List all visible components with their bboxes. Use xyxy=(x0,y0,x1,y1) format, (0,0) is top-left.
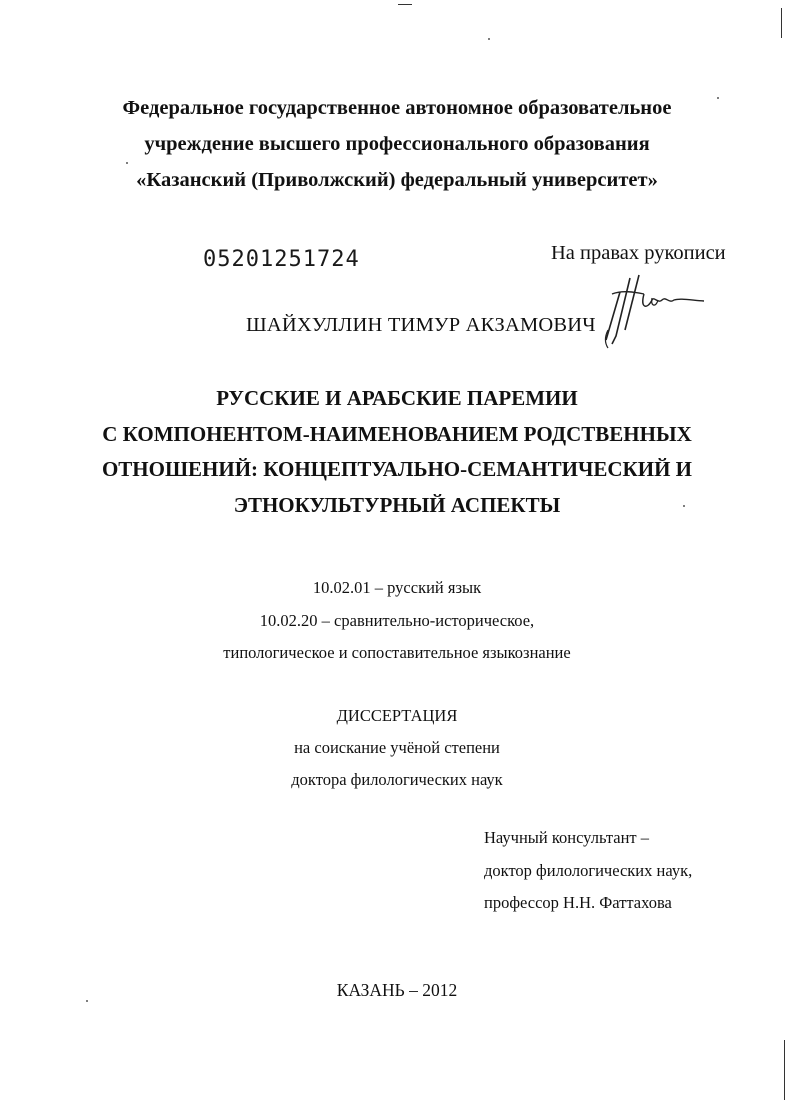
institution-header xyxy=(0,90,794,198)
title-line: С КОМПОНЕНТОМ-НАИМЕНОВАНИЕМ РОДСТВЕННЫХ xyxy=(102,421,692,446)
archive-number: 05201251724 xyxy=(203,247,360,272)
dissertation-degree: доктора филологических наук xyxy=(291,770,503,789)
advisor-line: профессор Н.Н. Фаттахова xyxy=(484,893,672,912)
specialty-line: 10.02.01 – русский язык xyxy=(312,578,482,597)
advisor-line: Научный консультант – xyxy=(484,828,649,847)
advisor-line: доктор филологических наук, xyxy=(484,860,693,880)
specialty-codes xyxy=(0,572,794,670)
scientific-advisor xyxy=(484,822,692,920)
title-line: ЭТНОКУЛЬТУРНЫЙ АСПЕКТЫ xyxy=(233,492,561,517)
scan-speck xyxy=(86,1000,88,1002)
dissertation-purpose: на соискание учёной степени xyxy=(294,738,500,757)
specialty-line: 10.02.20 – сравнительно-историческое, xyxy=(259,610,535,630)
manuscript-rights-note: На правах рукописи xyxy=(551,242,726,264)
handwritten-signature xyxy=(592,270,707,350)
scan-speck xyxy=(488,38,490,40)
institution-line: учреждение высшего профессионального образования xyxy=(144,133,650,155)
title-line: ОТНОШЕНИЙ: КОНЦЕПТУАЛЬНО-СЕМАНТИЧЕСКИЙ И xyxy=(101,457,693,481)
dissertation-block xyxy=(0,700,794,796)
institution-line: Федеральное государственное автономное образовательное xyxy=(122,97,672,119)
title-line: РУССКИЕ И АРАБСКИЕ ПАРЕМИИ xyxy=(216,386,578,410)
scan-speck xyxy=(126,162,128,164)
scan-edge-line xyxy=(784,1040,785,1100)
scan-edge-line xyxy=(398,4,412,5)
author-name: ШАЙХУЛЛИН ТИМУР АКЗАМОВИЧ xyxy=(246,314,596,336)
specialty-line: типологическое и сопоставительное языкознание xyxy=(223,643,571,662)
dissertation-title xyxy=(0,381,794,523)
city-year-footer: КАЗАНЬ – 2012 xyxy=(336,980,458,1000)
scan-speck xyxy=(717,97,719,99)
dissertation-type: ДИССЕРТАЦИЯ xyxy=(336,706,458,725)
scan-speck xyxy=(683,505,685,507)
scan-edge-line xyxy=(781,8,782,38)
institution-line: «Казанский (Приволжский) федеральный университет» xyxy=(136,169,658,191)
